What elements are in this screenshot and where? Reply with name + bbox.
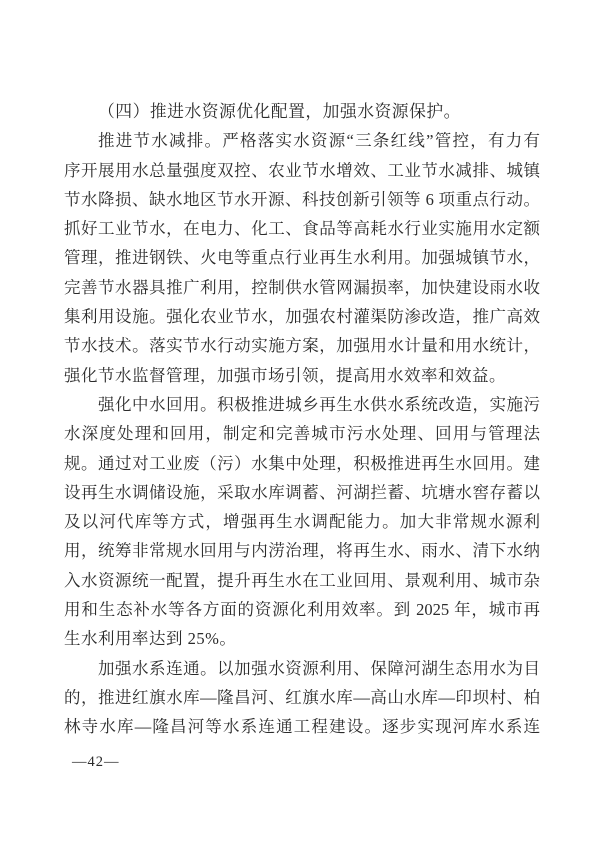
para-water-saving-emission-reduction	[64, 126, 540, 390]
text-line: 规。通过对工业废（污）水集中处理，积极推进再生水回用。建	[64, 453, 540, 473]
text-line: 强化中水回用。积极推进城乡再生水供水系统改造，实施污	[98, 394, 540, 414]
section-heading-four	[64, 97, 540, 126]
page-number: —42—	[72, 754, 120, 770]
text-line: 设再生水调储设施，采取水库调蓄、河湖拦蓄、坑塘水窖存蓄以	[64, 482, 540, 502]
text-line: 加强水系连通。以加强水资源利用、保障河湖生态用水为目	[98, 658, 540, 678]
text-line: 节水降损、缺水地区节水开源、科技创新引领等 6 项重点行动。	[64, 189, 540, 209]
text-line: 推进节水减排。严格落实水资源“三条红线”管控，有力有	[98, 131, 540, 151]
text-line: 的，推进红旗水库—隆昌河、红旗水库—高山水库—印坝村、柏	[64, 687, 540, 707]
text-line: 生水利用率达到 25%。	[64, 629, 237, 649]
text-line: 管理，推进钢铁、火电等重点行业再生水利用。加强城镇节水，	[64, 248, 540, 268]
para-water-system-connectivity	[64, 654, 540, 742]
text-line: 入水资源统一配置，提升再生水在工业回用、景观利用、城市杂	[64, 570, 540, 590]
text-line: 水深度处理和回用，制定和完善城市污水处理、回用与管理法	[64, 424, 540, 444]
text-line: 序开展用水总量强度双控、农业节水增效、工业节水减排、城镇	[64, 160, 540, 180]
text-line: 及以河代库等方式，增强再生水调配能力。加大非常规水源利	[64, 512, 540, 532]
text-line: 用和生态补水等各方面的资源化利用效率。到 2025 年，城市再	[64, 600, 540, 620]
text-line: 用，统筹非常规水回用与内涝治理，将再生水、雨水、清下水纳	[64, 541, 540, 561]
text-line: 抓好工业节水，在电力、化工、食品等高耗水行业实施用水定额	[64, 219, 540, 239]
text-line: 集利用设施。强化农业节水，加强农村灌渠防渗改造，推广高效	[64, 307, 540, 327]
document-body	[64, 97, 540, 742]
para-reclaimed-water-reuse	[64, 390, 540, 654]
text-line: 林寺水库—隆昌河等水系连通工程建设。逐步实现河库水系连	[64, 717, 540, 737]
text-line: （四）推进水资源优化配置，加强水资源保护。	[98, 102, 461, 121]
text-line: 节水技术。落实节水行动实施方案，加强用水计量和用水统计，	[64, 336, 540, 356]
text-line: 完善节水器具推广利用，控制供水管网漏损率，加快建设雨水收	[64, 277, 540, 297]
text-line: 强化节水监督管理，加强市场引领，提高用水效率和效益。	[64, 365, 506, 385]
